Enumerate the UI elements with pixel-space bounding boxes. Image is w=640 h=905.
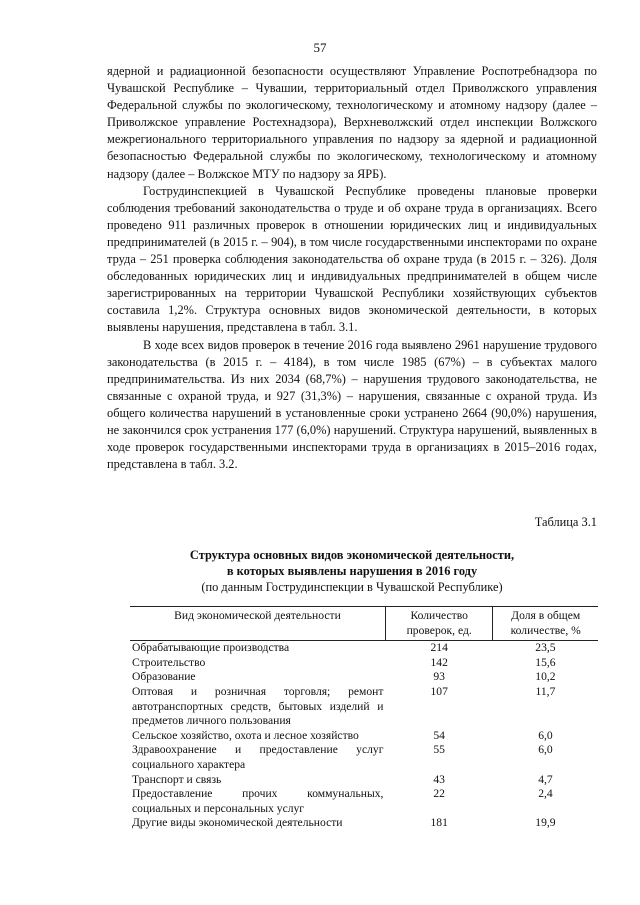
paragraph: Гострудинспекцией в Чувашской Республике проведены плановые проверки соблюдения требований законодательства о труде и об охране труда в организациях. Всего проведено 911 различных проверок в отношении юридических лиц и индивидуальных предпринимателей (в 2015 г. – 904), в том числе государственными инспекторами по охране труда – 251 проверка соблюдения законодательства об охране труда (в 2015 г. – 326). Доля обследованных юридических лиц и индивидуальных предпринимателей в общем числе зарегистрированных на территории Чувашской Республики хозяйствующих субъектов составила 1,2%. Структура основных видов экономической деятельности, в которых выявлены нарушения, представлена в табл. 3.1. bbox=[107, 183, 597, 335]
share-cell: 15,6 bbox=[535, 655, 556, 669]
share-cell: 23,5 bbox=[535, 641, 556, 655]
table-subtitle: (по данным Гострудинспекции в Чувашской Республике) bbox=[201, 580, 503, 594]
table-row bbox=[130, 816, 598, 831]
column-header: Вид экономической деятельности bbox=[130, 607, 385, 641]
table-row bbox=[130, 685, 598, 729]
share-cell: 10,2 bbox=[535, 670, 556, 684]
table-title-line: в которых выявлены нарушения в 2016 году bbox=[226, 564, 478, 578]
activity-cell: Строительство bbox=[132, 655, 206, 669]
table-row bbox=[130, 670, 598, 685]
activity-cell: Обрабатывающие производства bbox=[132, 641, 290, 655]
count-cell: 107 bbox=[430, 684, 448, 698]
activity-cell: Транспорт и связь bbox=[132, 772, 222, 786]
activity-cell: Здравоохранение и предоставление услуг социального характера bbox=[132, 743, 384, 771]
count-cell: 22 bbox=[433, 787, 445, 801]
count-cell: 214 bbox=[430, 641, 448, 655]
count-cell: 55 bbox=[433, 743, 445, 757]
table-title bbox=[107, 547, 597, 595]
activity-cell: Оптовая и розничная торговля; ремонт автотранспортных средств, бытовых изделий и предметов личного пользования bbox=[132, 684, 384, 728]
column-header: Количество проверок, ед. bbox=[385, 607, 492, 641]
data-table bbox=[130, 606, 598, 831]
table-row bbox=[130, 656, 598, 671]
paragraph: В ходе всех видов проверок в течение 2016 года выявлено 2961 нарушение трудового законодательства (в 2015 г. – 4184), в том числе 1985 (67%) – в субъектах малого предпринимательства. Из них 2034 (68,7%) – нарушения трудового законодательства, не связанные с охраной труда, и 927 (31,3%) – нарушения, связанные с охраной труда. Из общего количества нарушений в установленные сроки устранено 2664 (90,0%) нарушения, не закончился срок устранения 177 (6,0%) нарушений. Структура нарушений, выявленных в ходе проверок государственными инспекторами труда в организациях в 2015–2016 годах, представлена в табл. 3.2. bbox=[107, 337, 597, 472]
count-cell: 43 bbox=[433, 772, 445, 786]
table-row bbox=[130, 729, 598, 744]
table-row bbox=[130, 773, 598, 788]
count-cell: 142 bbox=[430, 655, 448, 669]
table-row bbox=[130, 641, 598, 656]
share-cell: 6,0 bbox=[538, 743, 553, 757]
share-cell: 11,7 bbox=[535, 684, 556, 698]
page-number: 57 bbox=[313, 40, 327, 55]
activity-cell: Другие виды экономической деятельности bbox=[132, 816, 343, 830]
count-cell: 181 bbox=[430, 816, 448, 830]
activity-cell: Предоставление прочих коммунальных, социальных и персональных услуг bbox=[132, 787, 384, 815]
table-row bbox=[130, 743, 598, 772]
activity-cell: Образование bbox=[132, 670, 196, 684]
activity-cell: Сельское хозяйство, охота и лесное хозяйство bbox=[132, 728, 359, 742]
table-label: Таблица 3.1 bbox=[534, 515, 597, 529]
column-header: Доля в общем количестве, % bbox=[493, 607, 598, 641]
share-cell: 4,7 bbox=[538, 772, 553, 786]
share-cell: 6,0 bbox=[538, 728, 553, 742]
count-cell: 93 bbox=[433, 670, 445, 684]
table-row bbox=[130, 787, 598, 816]
table-header-row bbox=[130, 607, 598, 641]
paragraph: ядерной и радиационной безопасности осуществляют Управление Роспотребнадзора по Чувашской Республике – Чувашии, территориальный отдел Приволжского управления Федеральной службы по экологическому, технологическому и атомному надзору (далее – Приволжское управление Ростехнадзора), Верхневолжский отдел инспекции Волжского межрегионального территориального управления по надзору за ядерной и радиационной безопасностью Федеральной службы по экологическому, технологическому и атомному надзору (далее – Волжское МТУ по надзору за ЯРБ). bbox=[107, 64, 597, 181]
table-title-line: Структура основных видов экономической деятельности, bbox=[189, 548, 515, 562]
share-cell: 19,9 bbox=[535, 816, 556, 830]
body-text bbox=[107, 63, 597, 473]
share-cell: 2,4 bbox=[538, 787, 553, 801]
count-cell: 54 bbox=[433, 728, 445, 742]
